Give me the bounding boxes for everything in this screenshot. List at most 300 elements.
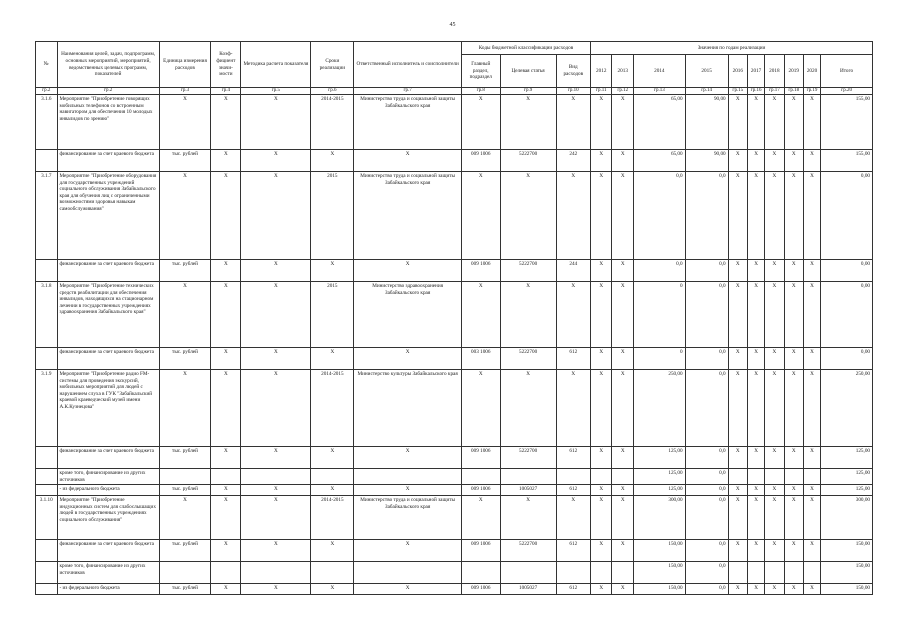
cell-total: 250,00 [821, 370, 873, 447]
table-body [36, 95, 873, 595]
cell-y2017: X [747, 95, 764, 150]
cell-unit: тыс. рублей [159, 540, 211, 562]
table-row [36, 150, 873, 172]
cell-y2012: X [590, 485, 612, 496]
cell-y2015: 0,0 [685, 370, 728, 447]
cell-y2016 [728, 469, 747, 485]
cell-y2019: X [784, 584, 803, 595]
cell-y2017: X [747, 540, 764, 562]
cell-unit: тыс. рублей [159, 150, 211, 172]
column-number: гр.18 [784, 88, 803, 95]
cell-name: Мероприятие "Приобретение радио FM-системы для проведения экскурсий, мобильных мероприятий для людей с нарушением слуха в ГУК "Забайкальский краевой краеведческий музей имени А.К.Кузнецова" [57, 370, 159, 447]
cell-resp: X [354, 584, 462, 595]
cell-total: 125,00 [821, 447, 873, 469]
header-target-article: Целевая статья [500, 55, 556, 88]
cell-no: 3.1.10 [36, 496, 58, 540]
cell-y2018: X [765, 260, 784, 282]
cell-ts: 5222700 [500, 260, 556, 282]
cell-y2018 [765, 562, 784, 584]
table-row [36, 469, 873, 485]
column-number: гр.14 [685, 88, 728, 95]
table-row [36, 348, 873, 370]
cell-method [241, 469, 311, 485]
cell-y2017: X [747, 485, 764, 496]
cell-y2017: X [747, 447, 764, 469]
cell-y2019: X [784, 95, 803, 150]
cell-no: 3.1.8 [36, 282, 58, 348]
cell-method: X [241, 260, 311, 282]
cell-y2018 [765, 469, 784, 485]
cell-resp: Министерство здравоохранения Забайкальского края [354, 282, 462, 348]
cell-method: X [241, 540, 311, 562]
header-name: Наименования целей, задач, подпрограмм, основных мероприятий, мероприятий, ведомственных целевых программ, показателей [57, 42, 159, 88]
cell-y2012: X [590, 540, 612, 562]
cell-vr: 612 [556, 447, 590, 469]
cell-y2013: X [612, 485, 634, 496]
cell-vr: X [556, 172, 590, 260]
cell-total: 0,00 [821, 348, 873, 370]
table-row [36, 172, 873, 260]
cell-name: кроме того, финансирование из других источников [57, 469, 159, 485]
cell-y2013: X [612, 584, 634, 595]
cell-method: X [241, 282, 311, 348]
cell-y2019: X [784, 496, 803, 540]
cell-resp: X [354, 485, 462, 496]
cell-y2016: X [728, 370, 747, 447]
cell-y2013: X [612, 282, 634, 348]
cell-y2016: X [728, 95, 747, 150]
cell-name: Мероприятие "Приобретение индукционных систем для слабослышащих людей в государственных учреждениях социального обслуживания" [57, 496, 159, 540]
cell-y2019: X [784, 370, 803, 447]
cell-vr: 612 [556, 348, 590, 370]
header-year: 2018 [765, 55, 784, 88]
column-number: гр.13 [633, 88, 685, 95]
cell-y2014: 0,0 [633, 172, 685, 260]
cell-coef [211, 562, 241, 584]
cell-y2014: 125,00 [633, 485, 685, 496]
cell-y2013 [612, 562, 634, 584]
cell-method: X [241, 485, 311, 496]
cell-gr: X [461, 95, 500, 150]
cell-resp: X [354, 540, 462, 562]
cell-no [36, 540, 58, 562]
cell-name: - из федерального бюджета [57, 584, 159, 595]
column-number: гр.20 [821, 88, 873, 95]
cell-y2014: 250,00 [633, 370, 685, 447]
cell-y2012: X [590, 447, 612, 469]
cell-y2020 [803, 562, 820, 584]
cell-y2012: X [590, 95, 612, 150]
cell-y2015: 0,0 [685, 447, 728, 469]
cell-gr: X [461, 282, 500, 348]
cell-y2012: X [590, 370, 612, 447]
table-row [36, 584, 873, 595]
cell-name: Мероприятие "Приобретение технических средств реабилитации для обеспечения инвалидов, находящихся на стационарном лечении в государственных учреждениях здравоохранения Забайкальского края" [57, 282, 159, 348]
cell-ts: X [500, 370, 556, 447]
cell-terms [311, 469, 354, 485]
cell-y2020: X [803, 282, 820, 348]
cell-resp: X [354, 150, 462, 172]
cell-name: Мероприятие "Приобретение говорящих мобильных телефонов со встроенным навигатором для обеспечения 10 молодых инвалидов по зрению" [57, 95, 159, 150]
cell-y2016: X [728, 260, 747, 282]
cell-method: X [241, 584, 311, 595]
cell-no: 3.1.6 [36, 95, 58, 150]
program-measures-table [35, 41, 873, 595]
cell-coef: X [211, 348, 241, 370]
cell-resp: X [354, 348, 462, 370]
cell-y2015: 90,00 [685, 95, 728, 150]
cell-no: 3.1.9 [36, 370, 58, 447]
cell-y2016: X [728, 150, 747, 172]
cell-ts [500, 562, 556, 584]
cell-y2013: X [612, 370, 634, 447]
cell-total: 125,00 [821, 485, 873, 496]
header-budget-codes: Коды бюджетной классификации расходов [461, 42, 590, 55]
cell-vr: X [556, 496, 590, 540]
table-row [36, 95, 873, 150]
cell-no [36, 150, 58, 172]
cell-y2012: X [590, 496, 612, 540]
cell-coef: X [211, 370, 241, 447]
cell-resp: X [354, 447, 462, 469]
cell-resp: Министерство культуры Забайкальского края [354, 370, 462, 447]
cell-y2017: X [747, 150, 764, 172]
column-number: гр.15 [728, 88, 747, 95]
column-number: гр.10 [556, 88, 590, 95]
cell-y2018: X [765, 348, 784, 370]
cell-y2020: X [803, 584, 820, 595]
cell-y2018: X [765, 584, 784, 595]
cell-name: финансирование за счет краевого бюджета [57, 150, 159, 172]
cell-y2019: X [784, 172, 803, 260]
cell-y2013: X [612, 447, 634, 469]
cell-gr: X [461, 496, 500, 540]
cell-y2017: X [747, 370, 764, 447]
table-row [36, 496, 873, 540]
cell-terms: X [311, 260, 354, 282]
cell-ts [500, 469, 556, 485]
cell-ts: X [500, 172, 556, 260]
cell-y2013: X [612, 348, 634, 370]
cell-method: X [241, 348, 311, 370]
cell-y2016 [728, 562, 747, 584]
cell-terms: 2014-2015 [311, 370, 354, 447]
cell-y2015: 0,0 [685, 562, 728, 584]
cell-method: X [241, 370, 311, 447]
column-number: гр.8 [461, 88, 500, 95]
cell-name: финансирование за счет краевого бюджета [57, 447, 159, 469]
cell-terms: X [311, 584, 354, 595]
cell-gr [461, 562, 500, 584]
cell-y2017 [747, 562, 764, 584]
cell-y2013: X [612, 95, 634, 150]
header-unit: Единица измерения расходов [159, 42, 211, 88]
cell-no [36, 260, 58, 282]
table-row [36, 447, 873, 469]
column-number: гр.16 [747, 88, 764, 95]
cell-y2020: X [803, 496, 820, 540]
cell-ts: X [500, 95, 556, 150]
cell-y2012 [590, 562, 612, 584]
cell-y2014: 150,00 [633, 562, 685, 584]
cell-total: 150,00 [821, 584, 873, 595]
cell-y2018: X [765, 447, 784, 469]
column-number: гр.6 [311, 88, 354, 95]
cell-y2015: 0,0 [685, 172, 728, 260]
cell-gr: 009 1006 [461, 540, 500, 562]
cell-coef: X [211, 282, 241, 348]
cell-y2019: X [784, 150, 803, 172]
cell-y2020: X [803, 172, 820, 260]
cell-terms: 2015 [311, 282, 354, 348]
cell-y2013: X [612, 496, 634, 540]
cell-y2013 [612, 469, 634, 485]
cell-y2016: X [728, 447, 747, 469]
header-year: 2017 [747, 55, 764, 88]
cell-unit: тыс. рублей [159, 584, 211, 595]
cell-y2015: 0,0 [685, 282, 728, 348]
cell-unit: тыс. рублей [159, 485, 211, 496]
cell-name: финансирование за счет краевого бюджета [57, 260, 159, 282]
cell-vr [556, 469, 590, 485]
cell-gr: 009 1006 [461, 447, 500, 469]
cell-y2014: 150,00 [633, 540, 685, 562]
cell-coef: X [211, 172, 241, 260]
cell-gr [461, 469, 500, 485]
cell-y2016: X [728, 172, 747, 260]
cell-y2019: X [784, 260, 803, 282]
cell-name: кроме того, финансирование из других источников [57, 562, 159, 584]
cell-y2016: X [728, 485, 747, 496]
cell-unit: X [159, 95, 211, 150]
cell-y2014: 150,00 [633, 584, 685, 595]
cell-no [36, 485, 58, 496]
cell-gr: 003 1006 [461, 348, 500, 370]
cell-y2020: X [803, 95, 820, 150]
cell-total: 150,00 [821, 540, 873, 562]
header-coef: Коэф-фициент значи-мости [211, 42, 241, 88]
cell-coef: X [211, 260, 241, 282]
cell-y2014: 65,00 [633, 95, 685, 150]
cell-gr: X [461, 172, 500, 260]
cell-total: 125,00 [821, 469, 873, 485]
header-year: 2015 [685, 55, 728, 88]
cell-ts: 5222700 [500, 348, 556, 370]
header-year: 2012 [590, 55, 612, 88]
column-number: гр.2 [57, 88, 159, 95]
cell-y2020: X [803, 485, 820, 496]
cell-y2015: 0,0 [685, 540, 728, 562]
cell-y2015: 0,0 [685, 485, 728, 496]
header-year: 2014 [633, 55, 685, 88]
header-responsible: Ответственный исполнитель и соисполнители [354, 42, 462, 88]
cell-terms: 2015 [311, 172, 354, 260]
cell-y2015: 0,0 [685, 584, 728, 595]
cell-coef: X [211, 485, 241, 496]
column-number: гр.19 [803, 88, 820, 95]
cell-method: X [241, 172, 311, 260]
cell-unit: тыс. рублей [159, 260, 211, 282]
cell-y2016: X [728, 540, 747, 562]
cell-y2020: X [803, 447, 820, 469]
cell-vr: X [556, 282, 590, 348]
table-row [36, 540, 873, 562]
cell-y2014: 300,00 [633, 496, 685, 540]
column-number: гр.2 [36, 88, 58, 95]
cell-terms: 2014-2015 [311, 496, 354, 540]
cell-y2017 [747, 469, 764, 485]
cell-unit: X [159, 370, 211, 447]
cell-total: 150,00 [821, 562, 873, 584]
cell-no [36, 584, 58, 595]
cell-y2015: 90,00 [685, 150, 728, 172]
header-year: 2020 [803, 55, 820, 88]
cell-y2017: X [747, 584, 764, 595]
cell-ts: 5222700 [500, 540, 556, 562]
header-no: № [36, 42, 58, 88]
cell-terms: X [311, 485, 354, 496]
cell-gr: 009 1006 [461, 260, 500, 282]
header-main-section: Главный раздел, подраздел [461, 55, 500, 88]
cell-unit: X [159, 496, 211, 540]
cell-ts: 1005027 [500, 485, 556, 496]
cell-coef [211, 469, 241, 485]
cell-y2013: X [612, 260, 634, 282]
cell-vr: 242 [556, 150, 590, 172]
cell-vr: 612 [556, 584, 590, 595]
column-number: гр.12 [612, 88, 634, 95]
cell-y2012: X [590, 348, 612, 370]
cell-y2015: 0,0 [685, 496, 728, 540]
cell-y2019: X [784, 282, 803, 348]
cell-y2013: X [612, 540, 634, 562]
cell-ts: X [500, 496, 556, 540]
cell-terms [311, 562, 354, 584]
cell-name: Мероприятие "Приобретение оборудования для государственных учреждений социального обслуживания Забайкальского края для обучения лиц с ограниченными возможностями здоровья навыкам самообслуживания" [57, 172, 159, 260]
cell-terms: 2014-2015 [311, 95, 354, 150]
cell-method [241, 562, 311, 584]
cell-y2012 [590, 469, 612, 485]
cell-y2020: X [803, 370, 820, 447]
cell-y2020: X [803, 150, 820, 172]
cell-y2019 [784, 469, 803, 485]
header-total: Итого [821, 55, 873, 88]
cell-y2012: X [590, 282, 612, 348]
cell-y2018: X [765, 282, 784, 348]
table-header [36, 42, 873, 95]
cell-y2019: X [784, 447, 803, 469]
cell-y2014: 0 [633, 348, 685, 370]
cell-vr: X [556, 370, 590, 447]
cell-y2018: X [765, 95, 784, 150]
cell-y2019: X [784, 540, 803, 562]
cell-unit [159, 562, 211, 584]
cell-y2019 [784, 562, 803, 584]
cell-y2015: 0,0 [685, 348, 728, 370]
cell-method: X [241, 95, 311, 150]
column-numbers-row [36, 88, 873, 95]
cell-y2014: 0 [633, 282, 685, 348]
column-number: гр.17 [765, 88, 784, 95]
cell-y2012: X [590, 150, 612, 172]
cell-gr: 009 1006 [461, 150, 500, 172]
cell-method: X [241, 150, 311, 172]
cell-y2016: X [728, 348, 747, 370]
cell-total: 0,00 [821, 260, 873, 282]
cell-y2014: 0,0 [633, 260, 685, 282]
cell-y2020: X [803, 260, 820, 282]
cell-resp [354, 469, 462, 485]
page-number: 45 [449, 22, 456, 28]
cell-no: 3.1.7 [36, 172, 58, 260]
cell-unit: тыс. рублей [159, 348, 211, 370]
cell-vr: 612 [556, 485, 590, 496]
cell-name: финансирование за счет краевого бюджета [57, 540, 159, 562]
cell-y2012: X [590, 172, 612, 260]
cell-ts: 1005027 [500, 584, 556, 595]
header-year: 2013 [612, 55, 634, 88]
cell-no [36, 447, 58, 469]
cell-y2019: X [784, 348, 803, 370]
cell-total: 155,00 [821, 150, 873, 172]
cell-y2017: X [747, 282, 764, 348]
header-expense-type: Вид расходов [556, 55, 590, 88]
header-terms: Сроки реализации [311, 42, 354, 88]
cell-y2018: X [765, 172, 784, 260]
cell-coef: X [211, 584, 241, 595]
table-row [36, 485, 873, 496]
cell-y2019: X [784, 485, 803, 496]
cell-terms: X [311, 348, 354, 370]
cell-gr: 009 1006 [461, 584, 500, 595]
table-row [36, 260, 873, 282]
cell-vr: X [556, 95, 590, 150]
cell-y2018: X [765, 150, 784, 172]
table-row [36, 562, 873, 584]
cell-y2020: X [803, 348, 820, 370]
cell-y2015: 0,0 [685, 260, 728, 282]
column-number: гр.3 [159, 88, 211, 95]
cell-resp: Министерство труда и социальной защиты Забайкальского края [354, 172, 462, 260]
cell-unit: X [159, 172, 211, 260]
header-year: 2019 [784, 55, 803, 88]
cell-name: - из федерального бюджета [57, 485, 159, 496]
column-number: гр.5 [241, 88, 311, 95]
cell-no [36, 348, 58, 370]
cell-y2018: X [765, 540, 784, 562]
cell-method: X [241, 496, 311, 540]
cell-y2016: X [728, 496, 747, 540]
cell-y2015: 0,0 [685, 469, 728, 485]
cell-y2017: X [747, 348, 764, 370]
cell-y2014: 125,00 [633, 447, 685, 469]
cell-gr: X [461, 370, 500, 447]
cell-name: финансирование за счет краевого бюджета [57, 348, 159, 370]
cell-coef: X [211, 540, 241, 562]
cell-terms: X [311, 150, 354, 172]
cell-y2012: X [590, 584, 612, 595]
table-row [36, 370, 873, 447]
cell-y2013: X [612, 150, 634, 172]
cell-resp: X [354, 260, 462, 282]
cell-y2018: X [765, 485, 784, 496]
cell-ts: 5222700 [500, 447, 556, 469]
cell-total: 155,00 [821, 95, 873, 150]
cell-y2012: X [590, 260, 612, 282]
cell-resp [354, 562, 462, 584]
cell-coef: X [211, 496, 241, 540]
cell-resp: Министерство труда и социальной защиты Забайкальского края [354, 496, 462, 540]
